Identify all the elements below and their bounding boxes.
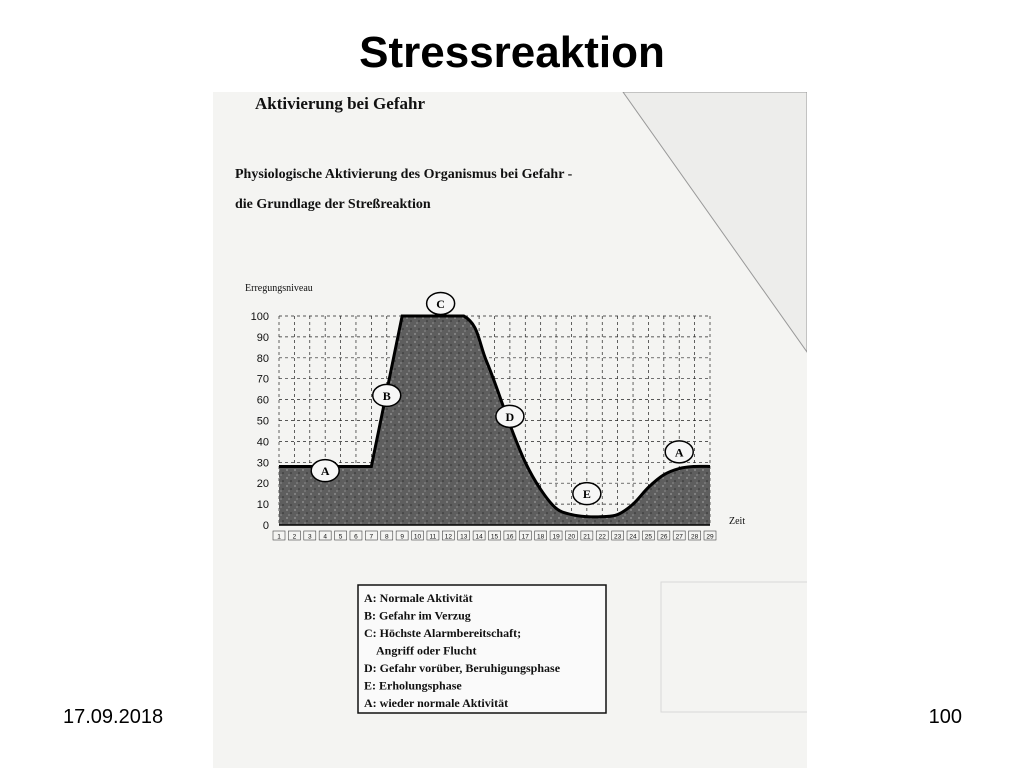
x-tick-label: 12	[444, 533, 452, 541]
y-tick-label: 60	[256, 394, 269, 407]
slide-date: 17.09.2018	[63, 706, 164, 728]
x-tick-label: 17	[521, 533, 529, 541]
y-tick-labels	[251, 311, 269, 532]
y-tick-label: 50	[256, 415, 269, 428]
legend-line: E: Erholungsphase	[364, 678, 462, 693]
x-tick-label: 25	[644, 533, 653, 541]
phase-label: A	[674, 445, 684, 460]
scanned-page	[213, 92, 807, 768]
y-tick-label: 0	[262, 520, 269, 532]
y-tick-label: 40	[256, 436, 269, 449]
x-tick-label: 3	[307, 533, 312, 541]
slide-title: Stressreaktion	[359, 28, 665, 77]
phase-label: E	[582, 487, 591, 502]
x-tick-label: 20	[567, 533, 576, 541]
x-tick-labels	[273, 531, 716, 541]
phase-label: A	[320, 464, 330, 479]
chart	[245, 283, 745, 541]
x-tick-label: 16	[506, 533, 514, 541]
y-tick-label: 70	[256, 373, 269, 386]
faded-reverse-legend	[661, 582, 807, 712]
y-tick-label: 30	[256, 457, 269, 470]
x-tick-label: 29	[706, 533, 714, 541]
scan-subtitle-line2: die Grundlage der Streßreaktion	[235, 197, 431, 212]
x-tick-label: 15	[490, 533, 499, 541]
slide-page-number: 100	[928, 706, 962, 728]
phase-label: D	[505, 409, 515, 424]
legend-line: B: Gefahr im Verzug	[364, 608, 471, 623]
x-tick-label: 9	[400, 533, 404, 541]
x-tick-label: 18	[537, 533, 545, 541]
x-tick-label: 2	[292, 533, 297, 541]
scan-subtitle-line1: Physiologische Aktivierung des Organismus bei Gefahr -	[235, 167, 573, 182]
x-tick-label: 1	[277, 533, 281, 541]
x-tick-label: 22	[598, 533, 606, 541]
legend-line: A: wieder normale Aktivität	[364, 696, 509, 710]
legend-line: C: Höchste Alarmbereitschaft;	[364, 626, 522, 640]
y-tick-label: 20	[256, 478, 269, 491]
x-tick-label: 28	[690, 533, 699, 541]
x-tick-label: 19	[552, 533, 560, 541]
phase-label: C	[436, 296, 445, 311]
x-tick-label: 14	[475, 533, 483, 541]
legend-line: Angriff oder Flucht	[376, 643, 477, 658]
y-tick-label: 90	[256, 331, 269, 344]
x-tick-label: 11	[429, 533, 437, 541]
x-tick-label: 5	[338, 533, 343, 541]
x-tick-label: 21	[583, 533, 591, 541]
x-tick-label: 4	[323, 533, 327, 541]
x-tick-label: 24	[629, 533, 637, 541]
y-tick-label: 100	[250, 311, 269, 323]
x-tick-label: 10	[413, 533, 422, 541]
folded-page-corner	[623, 92, 807, 352]
x-axis-label: Zeit	[729, 516, 746, 527]
phase-label: B	[382, 388, 391, 403]
legend-line: A: Normale Aktivität	[364, 591, 473, 605]
scan-heading: Aktivierung bei Gefahr	[255, 94, 425, 113]
x-tick-label: 23	[614, 533, 622, 541]
x-tick-label: 13	[460, 533, 468, 541]
y-tick-label: 80	[256, 352, 269, 365]
x-tick-label: 8	[384, 533, 389, 541]
y-tick-label: 10	[256, 499, 269, 512]
legend-line: D: Gefahr vorüber, Beruhigungsphase	[364, 661, 561, 675]
x-tick-label: 6	[354, 533, 358, 541]
y-axis-label: Erregungsniveau	[245, 283, 313, 294]
x-tick-label: 27	[675, 533, 683, 541]
x-tick-label: 7	[369, 533, 374, 541]
scan-graphic	[213, 92, 807, 768]
x-tick-label: 26	[660, 533, 668, 541]
